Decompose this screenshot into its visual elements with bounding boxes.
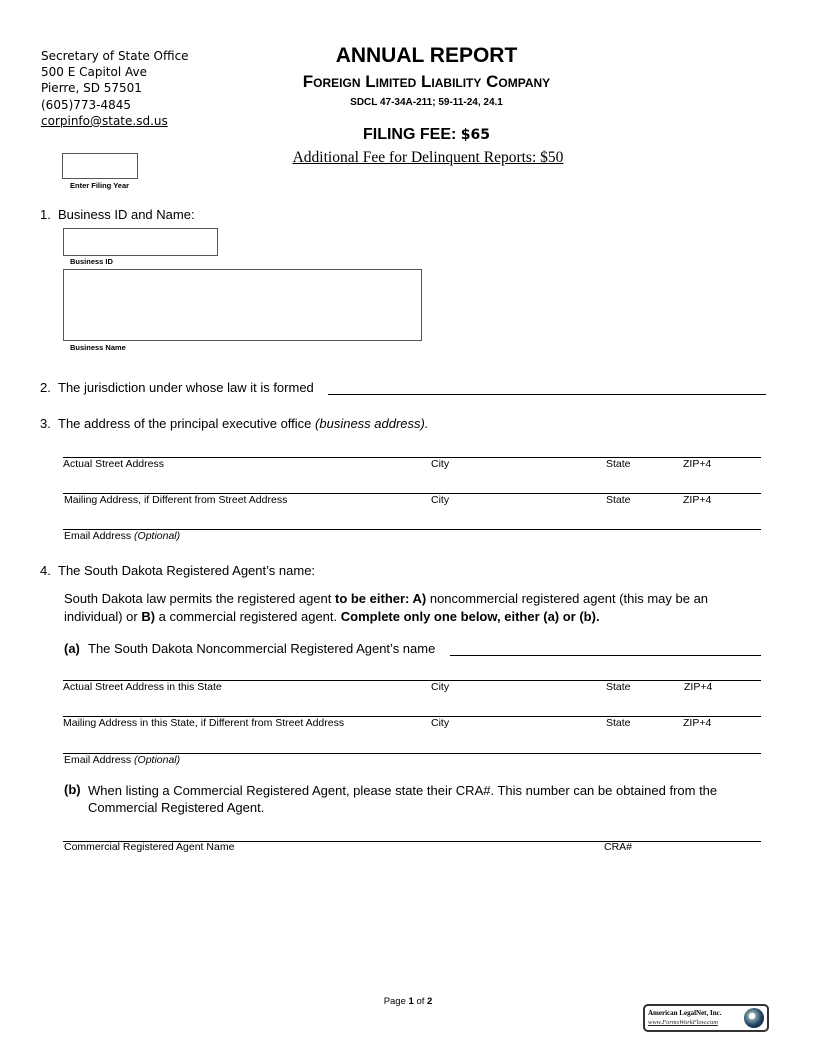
- option-b-text: When listing a Commercial Registered Agent, please state their CRA#. This number can be obtained from the Commercial Registered Agent.: [88, 783, 718, 815]
- agent-email-label-text: Email Address: [64, 754, 135, 766]
- section-2-number: 2.: [40, 380, 51, 395]
- section-3-label-text: The address of the principal executive office: [58, 416, 316, 431]
- noncommercial-agent-name-input[interactable]: [450, 655, 761, 656]
- statute-reference: SDCL 47-34A-211; 59-11-24, 24.1: [350, 97, 503, 108]
- instructions-text-3: a commercial registered agent.: [155, 609, 341, 624]
- agent-mailing-zip-label: ZIP+4: [683, 717, 712, 729]
- commercial-agent-name-label: Commercial Registered Agent Name: [64, 841, 235, 853]
- section-4-label: The South Dakota Registered Agent’s name:: [58, 563, 316, 578]
- filing-year-input[interactable]: [62, 153, 138, 179]
- mailing-address-label: Mailing Address, if Different from Street Address: [64, 494, 288, 506]
- agent-mailing-city-label: City: [431, 717, 450, 729]
- office-email-link[interactable]: corpinfo@state.sd.us: [41, 113, 168, 128]
- section-1-label: Business ID and Name:: [58, 207, 195, 222]
- agent-email-label: [64, 754, 180, 766]
- option-b-marker: (b): [64, 782, 81, 797]
- mailing-state-label: State: [606, 494, 631, 506]
- street-zip-label: ZIP+4: [683, 458, 712, 470]
- office-phone: (605)773-4845: [41, 97, 132, 112]
- jurisdiction-input[interactable]: [328, 394, 766, 395]
- business-id-input[interactable]: [63, 228, 218, 256]
- filing-year-label: Enter Filing Year: [70, 181, 130, 190]
- agent-street-zip-label: ZIP+4: [684, 681, 713, 693]
- email-address-label: [64, 530, 180, 542]
- street-state-label: State: [606, 458, 631, 470]
- business-name-label: Business Name: [70, 343, 126, 352]
- email-address-label-text: Email Address: [64, 530, 135, 542]
- agent-mailing-state-label: State: [606, 717, 631, 729]
- page-title: ANNUAL REPORT: [335, 44, 518, 67]
- agent-street-address-label: Actual Street Address in this State: [63, 681, 222, 693]
- page-total: 2: [427, 996, 433, 1007]
- mailing-city-label: City: [431, 494, 450, 506]
- logo-company-name: American LegalNet, Inc.: [648, 1009, 722, 1017]
- instructions-bold-3: Complete only one below, either (a) or (b).: [340, 609, 600, 624]
- mailing-zip-label: ZIP+4: [683, 494, 712, 506]
- agent-street-city-label: City: [431, 681, 450, 693]
- instructions-bold-2: B): [141, 609, 156, 624]
- section-1-number: 1.: [40, 207, 51, 222]
- filing-fee-label: FILING FEE:: [362, 126, 461, 143]
- street-address-line[interactable]: [63, 457, 761, 458]
- option-a-marker: (a): [64, 641, 80, 656]
- globe-icon: [744, 1008, 764, 1028]
- option-a-label: The South Dakota Noncommercial Registered Agent’s name: [88, 641, 436, 656]
- page-of: of: [413, 996, 428, 1007]
- instructions-text-1: South Dakota law permits the registered agent: [64, 591, 335, 606]
- street-address-label: Actual Street Address: [63, 458, 164, 470]
- logo-url-link[interactable]: www.FormsWorkFlow.com: [648, 1019, 718, 1026]
- section-4-number: 4.: [40, 563, 51, 578]
- section-3-label-italic: (business address).: [315, 416, 429, 431]
- filing-fee-amount: $65: [460, 127, 490, 143]
- instructions-bold-1: to be either: A): [334, 591, 427, 606]
- agent-street-state-label: State: [606, 681, 631, 693]
- delinquent-fee-note: Additional Fee for Delinquent Reports: $50: [292, 149, 564, 166]
- business-name-input[interactable]: [63, 269, 422, 341]
- section-3-label: [58, 416, 428, 431]
- section-3-number: 3.: [40, 416, 51, 431]
- page-subtitle: Foreign Limited Liability Company: [302, 72, 551, 91]
- office-name: Secretary of State Office: [41, 49, 189, 63]
- section-2-label: The jurisdiction under whose law it is formed: [58, 380, 314, 395]
- office-street: 500 E Capitol Ave: [41, 65, 147, 80]
- business-id-label: Business ID: [70, 257, 113, 266]
- cra-number-label: CRA#: [604, 841, 633, 853]
- street-city-label: City: [431, 458, 450, 470]
- office-city: Pierre, SD 57501: [41, 81, 142, 96]
- page-prefix: Page: [383, 996, 409, 1007]
- page-current: 1: [408, 996, 414, 1007]
- registered-agent-instructions: [64, 590, 754, 626]
- email-optional-label: (Optional): [134, 530, 181, 542]
- agent-mailing-address-label: Mailing Address in this State, if Different from Street Address: [63, 717, 345, 729]
- filing-fee: [0, 126, 816, 144]
- american-legalnet-logo[interactable]: [643, 1004, 769, 1032]
- agent-email-optional-label: (Optional): [134, 754, 181, 766]
- instructions-text-2: noncommercial registered agent (this may be an individual) or: [64, 591, 709, 624]
